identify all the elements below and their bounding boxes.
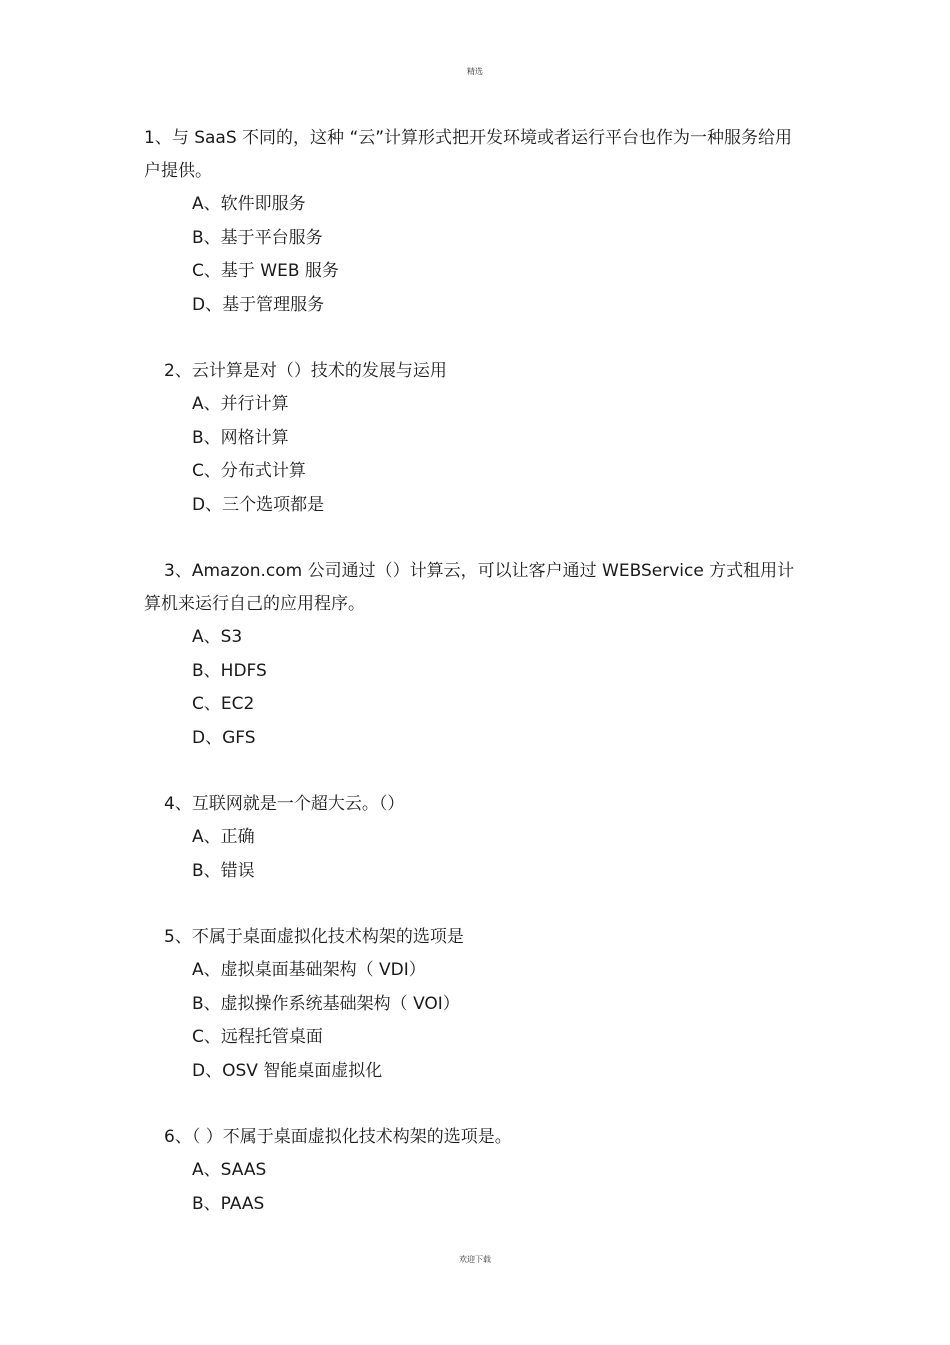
option-b: B、错误 — [192, 860, 255, 881]
option-b: B、基于平台服务 — [192, 227, 323, 248]
option-a: A、并行计算 — [192, 394, 289, 414]
option-b: B、网格计算 — [192, 427, 289, 448]
option-a: A、正确 — [192, 827, 255, 847]
option-d: D、三个选项都是 — [192, 494, 325, 515]
question-stem: 4、互联网就是一个超大云。（） — [164, 794, 405, 814]
question-list — [0, 122, 950, 1254]
question-stem: 5、不属于桌面虚拟化技术构架的选项是 — [164, 927, 464, 947]
question-stem: 1、与 SaaS 不同的，这种 “云”计算形式把开发环境或者运行平台也作为一种服务给用户提供。 — [144, 128, 793, 181]
question-2 — [0, 355, 950, 522]
option-d: D、OSV 智能桌面虚拟化 — [192, 1060, 383, 1081]
option-c: C、远程托管桌面 — [192, 1027, 323, 1047]
option-c: C、基于 WEB 服务 — [192, 261, 339, 281]
question-4 — [0, 788, 950, 888]
question-stem: 3、Amazon.com 公司通过（）计算云，可以让客户通过 WEBService 方式租用计算机来运行自己的应用程序。 — [144, 561, 795, 614]
question-1 — [0, 122, 950, 322]
question-stem: 2、云计算是对（）技术的发展与运用 — [164, 361, 447, 381]
question-6 — [0, 1121, 950, 1221]
option-a: A、软件即服务 — [192, 194, 306, 214]
option-a: A、虚拟桌面基础架构（ VDI） — [192, 960, 426, 980]
option-b: B、虚拟操作系统基础架构（ VOI） — [192, 993, 460, 1014]
option-d: D、GFS — [192, 727, 256, 748]
option-a: A、S3 — [192, 627, 243, 647]
option-c: C、EC2 — [192, 694, 255, 714]
question-5 — [0, 921, 950, 1088]
question-stem: 6、（ ）不属于桌面虚拟化技术构架的选项是。 — [164, 1127, 512, 1147]
option-d: D、基于管理服务 — [192, 294, 325, 315]
option-c: C、分布式计算 — [192, 461, 306, 481]
page-footer: 欢迎下载 — [459, 1255, 491, 1264]
option-a: A、SAAS — [192, 1160, 267, 1180]
page-header: 精选 — [467, 67, 483, 76]
option-b: B、PAAS — [192, 1193, 265, 1214]
question-3 — [0, 555, 950, 755]
option-b: B、HDFS — [192, 660, 267, 681]
